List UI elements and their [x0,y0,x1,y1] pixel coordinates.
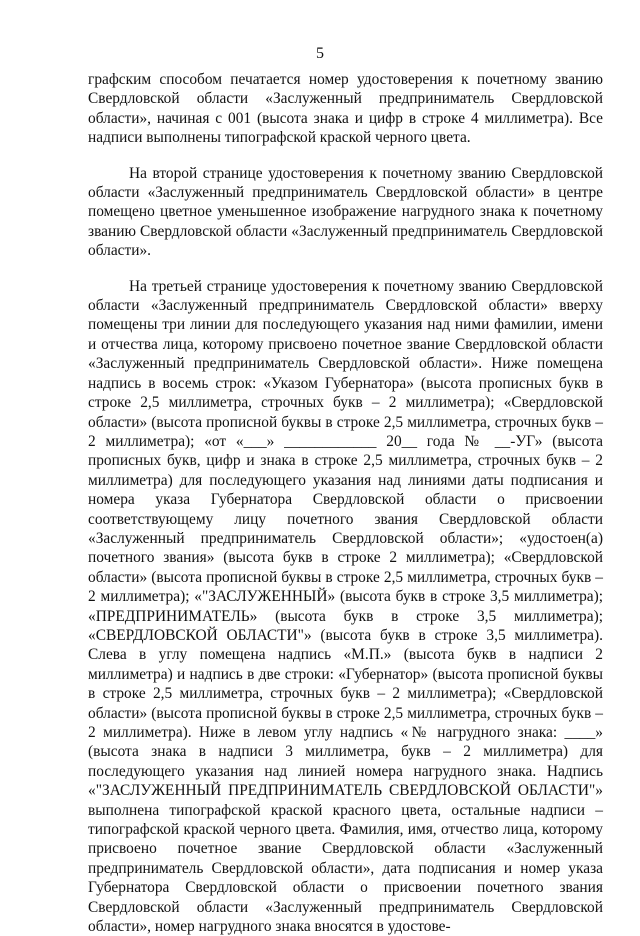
page-number: 5 [316,45,324,62]
paragraph-gap [88,148,603,164]
paragraph-third-page: На третьей странице удостоверения к почетному званию Свердловской области «Заслуженный предприниматель Свердловской области» вверху помещены три линии для последующего указания над ними фамилии, имени и отчества лица, которому присвоено почетное звание Свердловской области «Заслуженный предприниматель Свердловской области». Ниже помещена надпись в восемь строк: «Указом Губернатора» (высота прописных букв в строке 2,5 миллиметра, строчных букв – 2 миллиметра); «Свердловской области» (высота прописной буквы в строке 2,5 миллиметра, строчных букв – 2 миллиметра); «от «___» ____________ 20__ года № __-УГ» (высота прописных букв, цифр и знака в строке 2,5 миллиметра, строчных букв – 2 миллиметра) для последующего указания над линиями даты подписания и номера указа Губернатора Свердловской области о присвоении соответствующему лицу почетного звания Свердловской области «Заслуженный предприниматель Свердловской области»; «удостоен(а) почетного звания» (высота букв в строке 2 миллиметра); «Свердловской области» (высота прописной буквы в строке 2,5 миллиметра, строчных букв – 2 миллиметра); «"ЗАСЛУЖЕННЫЙ» (высота букв в строке 3,5 миллиметра); «ПРЕДПРИНИМАТЕЛЬ» (высота букв в строке 3,5 миллиметра); «СВЕРДЛОВСКОЙ ОБЛАСТИ"» (высота букв в строке 3,5 миллиметра). Слева в углу помещена надпись «М.П.» (высота букв в надписи 2 миллиметра) и надпись в две строки: «Губернатор» (высота прописной буквы в строке 2,5 миллиметра, строчных букв – 2 миллиметра); «Свердловской области» (высота прописной буквы в строке 2,5 миллиметра, строчных букв – 2 миллиметра). Ниже в левом углу надпись «№ нагрудного знака: ____» (высота знака в надписи 3 миллиметра, букв – 2 миллиметра) для последующего указания над линией номера нагрудного знака. Надпись «"ЗАСЛУЖЕННЫЙ ПРЕДПРИНИМАТЕЛЬ СВЕРДЛОВСКОЙ ОБЛАСТИ"» выполнена типографской краской красного цвета, остальные надписи – типографской краской черного цвета. Фамилия, имя, отчество лица, которому присвоено почетное звание Свердловской области «Заслуженный предприниматель Свердловской области», дата подписания и номер указа Губернатора Свердловской области о присвоении почетного звания Свердловской области «Заслуженный предприниматель Свердловской области», номер нагрудного знака вносятся в удостове- [88,277,603,936]
paragraph-gap [88,261,603,277]
document-body [88,70,603,936]
paragraph-continuation: графским способом печатается номер удостоверения к почетному званию Свердловской области «Заслуженный предприниматель Свердловской области», начиная с 001 (высота знака и цифр в строке 4 миллиметра). Все надписи выполнены типографской краской черного цвета. [88,71,603,147]
paragraph-second-page: На второй странице удостоверения к почетному званию Свердловской области «Заслуженный предприниматель Свердловской области» в центре помещено цветное уменьшенное изображение нагрудного знака к почетному званию Свердловской области «Заслуженный предприниматель Свердловской области». [88,164,603,260]
